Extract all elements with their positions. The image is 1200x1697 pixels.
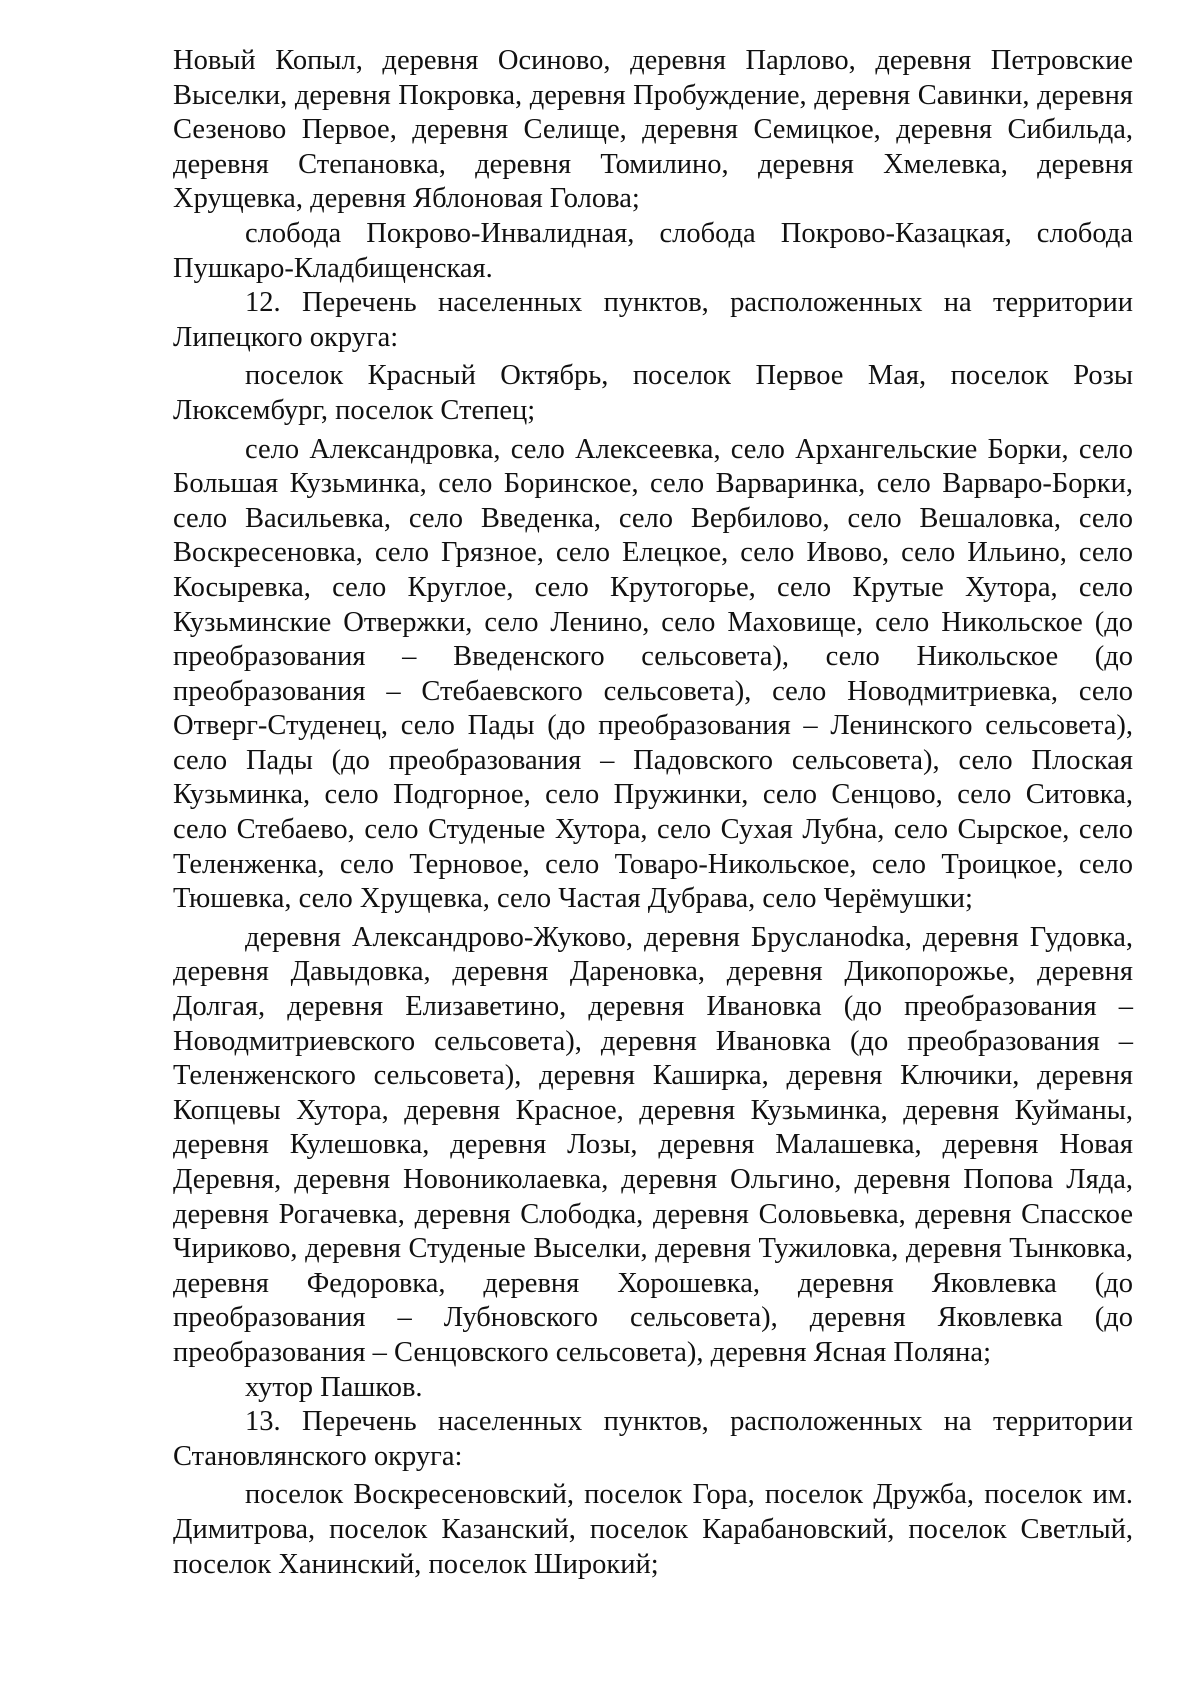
paragraph-poselki-stanovlyansky: поселок Воскресеновский, поселок Гора, поселок Дружба, поселок им. Димитрова, поселок Казанский, поселок Карабановский, поселок Светлый, поселок Ханинский, поселок Широкий; (173, 1479, 1133, 1580)
paragraph-sela-lipetsk: село Александровка, село Алексеевка, село Архангельские Борки, село Большая Кузьминка, село Боринское, село Варваринка, село Варваро-Борки, село Васильевка, село Введенка, село Вербилово, село Вешаловка, село Воскресеновка, село Грязное, село Елецкое, село Ивово, село Ильино, село Косыревка, село Круглое, село Крутогорье, село Крутые Хутора, село Кузьминские Отвержки, село Ленино, село Маховище, село Никольское (до преобразования – Введенского сельсовета), село Никольское (до преобразования – Стебаевского сельсовета), село Новодмитриевка, село Отверг-Студенец, село Пады (до преобразования – Ленинского сельсовета), село Пады (до преобразования – Падовского сельсовета), село Плоская Кузьминка, село Подгорное, село Пружинки, село Сенцово, село Ситовка, село Стебаево, село Студеные Хутора, село Сухая Лубна, село Сырское, село Теленженка, село Терновое, село Товаро-Никольское, село Троицкое, село Тюшевка, село Хрущевка, село Частая Дубрава, село Черёмушки; (173, 433, 1133, 915)
document-page (173, 44, 1133, 1582)
paragraph-poselki-lipetsk: поселок Красный Октябрь, поселок Первое Мая, поселок Розы Люксембург, поселок Степец; (173, 360, 1133, 426)
paragraph-derevni-lipetsk: деревня Александрово-Жуково, деревня Брусланоdка, деревня Гудовка, деревня Давыдовка, деревня Дареновка, деревня Дикопорожье, деревня Долгая, деревня Елизаветино, деревня Ивановка (до преобразования – Новодмитриевского сельсовета), деревня Ивановка (до преобразования – Теленженского сельсовета), деревня Каширка, деревня Ключики, деревня Копцевы Хутора, деревня Красное, деревня Кузьминка, деревня Куйманы, деревня Кулешовка, деревня Лозы, деревня Малашевка, деревня Новая Деревня, деревня Новониколаевка, деревня Ольгино, деревня Попова Ляда, деревня Рогачевка, деревня Слободка, деревня Соловьевка, деревня Спасское Чириково, деревня Студеные Выселки, деревня Тужиловка, деревня Тынковка, деревня Федоровка, деревня Хорошевка, деревня Яковлевка (до преобразования – Лубновского сельсовета), деревня Яковлевка (до преобразования – Сенцовского сельсовета), деревня Ясная Поляна; (173, 921, 1133, 1368)
section-13-heading: 13. Перечень населенных пунктов, расположенных на территории Становлянского округа: (173, 1406, 1133, 1472)
paragraph-continued-list: Новый Копыл, деревня Осиново, деревня Парлово, деревня Петровские Выселки, деревня Покровка, деревня Пробуждение, деревня Савинки, деревня Сезеново Первое, деревня Селище, деревня Семицкое, деревня Сибильда, деревня Степановка, деревня Томилино, деревня Хмелевка, деревня Хрущевка, деревня Яблоновая Голова; (173, 45, 1133, 215)
section-12-heading: 12. Перечень населенных пунктов, расположенных на территории Липецкого округа: (173, 287, 1133, 353)
paragraph-slobody: слобода Покрово-Инвалидная, слобода Покрово-Казацкая, слобода Пушкаро-Кладбищенская. (173, 217, 1133, 284)
paragraph-khutor: хутор Пашков. (245, 1371, 423, 1403)
